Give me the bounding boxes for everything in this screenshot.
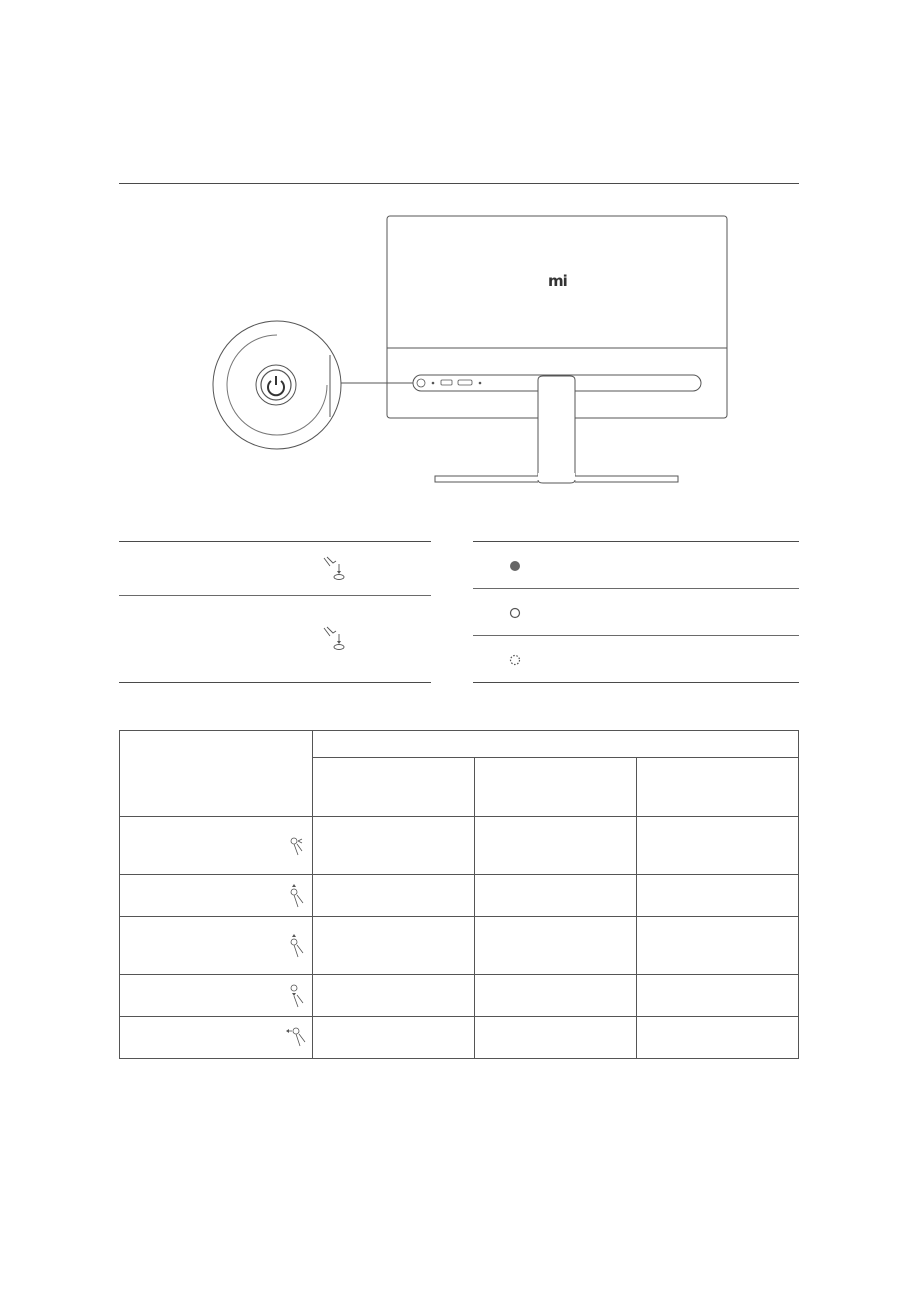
brand-logo: mi — [548, 272, 567, 290]
section-divider — [119, 183, 799, 184]
button-actions-bottom-rule — [119, 682, 431, 683]
blinking-ring-icon — [509, 654, 521, 666]
table-header-group-cell — [313, 731, 799, 758]
button-actions-mid-rule — [119, 595, 431, 596]
push-up-hand-icon — [286, 883, 308, 909]
button-actions-top-rule — [119, 541, 431, 542]
table-row — [120, 1017, 799, 1059]
table-header-col-2 — [475, 758, 637, 817]
push-up-hand-icon — [286, 933, 308, 959]
table-header-action-cell — [120, 731, 313, 817]
table-header-col-3 — [637, 758, 799, 817]
push-right-hand-icon — [284, 1025, 308, 1049]
indicator-rule-3 — [473, 635, 799, 636]
table-row — [120, 975, 799, 1017]
table-header-col-1 — [313, 758, 475, 817]
table-row — [120, 875, 799, 917]
table-row — [120, 917, 799, 975]
indicator-top-rule — [473, 541, 799, 542]
operation-table — [119, 730, 799, 1059]
table-row — [120, 817, 799, 875]
monitor-rear-illustration — [200, 205, 740, 495]
press-left-hand-icon — [286, 835, 308, 857]
solid-dot-icon — [509, 560, 521, 572]
push-down-hand-icon — [286, 983, 308, 1009]
press-hand-icon — [322, 556, 348, 582]
hollow-ring-icon — [509, 607, 521, 619]
indicator-bottom-rule — [473, 682, 799, 683]
press-hand-icon — [322, 626, 348, 652]
indicator-rule-2 — [473, 588, 799, 589]
